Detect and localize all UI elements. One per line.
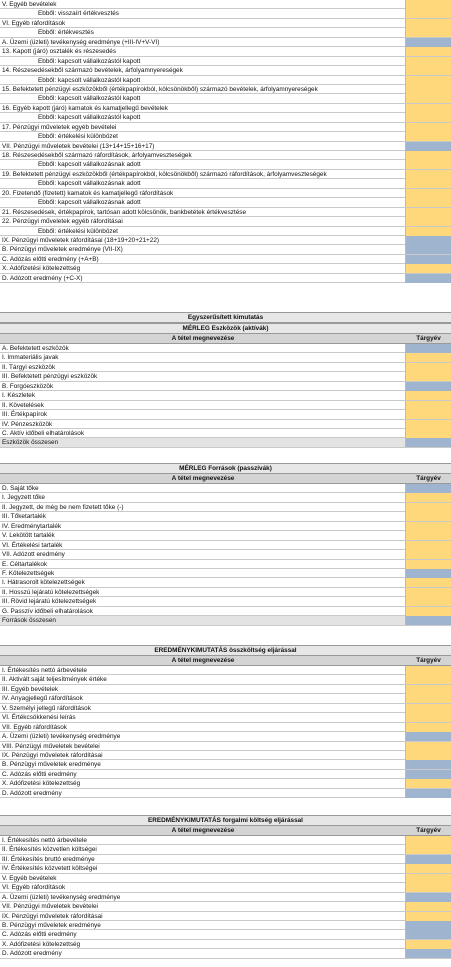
row-label: Ebből: kapcsolt vállalkozástól kapott	[38, 95, 141, 103]
value-input-cell[interactable]	[405, 883, 451, 892]
value-input-cell[interactable]	[405, 874, 451, 883]
value-computed-cell	[405, 255, 451, 264]
table-row	[0, 675, 451, 684]
value-input-cell[interactable]	[405, 66, 451, 75]
table-row	[0, 132, 451, 141]
table-row	[0, 264, 451, 273]
value-input-cell[interactable]	[405, 189, 451, 198]
table-row	[0, 113, 451, 122]
table-row	[0, 420, 451, 429]
table-row	[0, 245, 451, 254]
value-input-cell[interactable]	[405, 512, 451, 521]
table-row	[0, 410, 451, 419]
row-label: VII. Egyéb ráfordítások	[2, 723, 68, 731]
table-row	[0, 694, 451, 703]
row-label: Ebből: kapcsolt vállalkozásnak adott	[38, 180, 141, 188]
row-label: A. Üzemi (üzleti) tevékenység eredménye	[2, 733, 121, 741]
table-row	[0, 353, 451, 362]
table-row	[0, 484, 451, 493]
row-label: VI. Egyéb ráfordítások	[2, 884, 66, 892]
value-input-cell[interactable]	[405, 179, 451, 188]
value-input-cell[interactable]	[405, 531, 451, 540]
row-label: VIII. Pénzügyi műveletek bevételei	[2, 742, 100, 750]
table-row	[0, 66, 451, 75]
column-header-name: A tétel megnevezése	[171, 827, 235, 834]
value-input-cell[interactable]	[405, 264, 451, 273]
section-title: Egyszerűsített kimutatás	[0, 312, 451, 323]
value-input-cell[interactable]	[405, 493, 451, 502]
row-label: Források összesen	[2, 617, 56, 625]
table-row	[0, 588, 451, 597]
income-statement-continued	[0, 0, 451, 283]
balance-sheet-liabilities	[0, 463, 451, 626]
value-input-cell[interactable]	[405, 779, 451, 788]
value-computed-cell	[405, 921, 451, 930]
table-row	[0, 363, 451, 372]
column-header-year: Tárgyév	[416, 827, 441, 834]
value-input-cell[interactable]	[405, 94, 451, 103]
row-label: C. Adózás előtti eredmény	[2, 770, 77, 778]
row-label: Ebből: kapcsolt vállalkozásnak adott	[38, 161, 141, 169]
balance-sheet-assets	[0, 312, 451, 448]
table-row	[0, 855, 451, 864]
value-input-cell[interactable]	[405, 751, 451, 760]
value-input-cell[interactable]	[405, 47, 451, 56]
table-row	[0, 123, 451, 132]
column-header-row	[0, 334, 451, 344]
table-row	[0, 170, 451, 179]
row-label: B. Pénzügyi műveletek eredménye (VII-IX)	[2, 246, 123, 254]
table-row	[0, 227, 451, 236]
table-row	[0, 940, 451, 949]
table-row	[0, 94, 451, 103]
value-computed-cell	[405, 760, 451, 769]
table-row	[0, 685, 451, 694]
value-input-cell[interactable]	[405, 76, 451, 85]
table-row	[0, 723, 451, 732]
row-label: V. Egyéb bevételek	[2, 874, 57, 882]
row-label: IX. Pénzügyi műveletek ráfordításai	[2, 912, 103, 920]
row-label: IV. Anyagjellegű ráfordítások	[2, 695, 83, 703]
table-row	[0, 845, 451, 854]
table-row	[0, 493, 451, 502]
value-input-cell[interactable]	[405, 123, 451, 132]
column-header-year: Tárgyév	[416, 657, 441, 664]
value-input-cell[interactable]	[405, 503, 451, 512]
value-input-cell[interactable]	[405, 151, 451, 160]
value-computed-cell	[405, 789, 451, 798]
table-row	[0, 372, 451, 381]
value-input-cell[interactable]	[405, 217, 451, 226]
table-row	[0, 522, 451, 531]
column-header-year: Tárgyév	[416, 335, 441, 342]
row-label: B. Forgóeszközök	[2, 382, 54, 390]
table-row	[0, 930, 451, 939]
row-label: B. Pénzügyi műveletek eredménye	[2, 761, 101, 769]
table-row	[0, 902, 451, 911]
row-label: 21. Részesedések, értékpapírok, tartósan adott kölcsönök, bankbetétek értékvesztése	[2, 208, 247, 216]
value-computed-cell	[405, 949, 451, 958]
section-subtitle: MÉRLEG Eszközök (aktívák)	[0, 323, 451, 334]
value-input-cell[interactable]	[405, 28, 451, 37]
table-row	[0, 550, 451, 559]
row-label: VI. Értékcsökkenési leírás	[2, 714, 76, 722]
table-row	[0, 883, 451, 892]
table-row	[0, 503, 451, 512]
value-computed-cell	[405, 382, 451, 391]
row-label: II. Tárgyi eszközök	[2, 363, 56, 371]
table-row	[0, 597, 451, 606]
table-row	[0, 76, 451, 85]
income-statement-total-cost	[0, 645, 451, 798]
row-label: C. Adózás előtti eredmény	[2, 931, 77, 939]
value-input-cell[interactable]	[405, 19, 451, 28]
row-label: III. Befektetett pénzügyi eszközök	[2, 373, 98, 381]
value-input-cell[interactable]	[405, 940, 451, 949]
value-input-cell[interactable]	[405, 9, 451, 18]
row-label: 22. Pénzügyi műveletek egyéb ráfordításai	[2, 218, 123, 226]
value-input-cell[interactable]	[405, 391, 451, 400]
value-input-cell[interactable]	[405, 420, 451, 429]
table-row	[0, 142, 451, 151]
row-label: Ebből: értékelési különbözet	[38, 227, 118, 235]
table-row	[0, 179, 451, 188]
row-label: X. Adófizetési kötelezettség	[2, 265, 81, 273]
table-row	[0, 607, 451, 616]
value-computed-cell	[405, 274, 451, 283]
column-header-year: Tárgyév	[416, 475, 441, 482]
column-header-row	[0, 656, 451, 666]
table-row	[0, 742, 451, 751]
row-label: Ebből: kapcsolt vállalkozásnak adott	[38, 199, 141, 207]
value-input-cell[interactable]	[405, 902, 451, 911]
table-row	[0, 921, 451, 930]
row-label: VI. Egyéb ráfordítások	[2, 19, 66, 27]
row-label: Ebből: kapcsolt vállalkozástól kapott	[38, 114, 141, 122]
row-label: F. Kötelezettségek	[2, 569, 55, 577]
table-row	[0, 151, 451, 160]
row-label: I. Immateriális javak	[2, 354, 59, 362]
table-row	[0, 864, 451, 873]
row-label: III. Rövid lejáratú kötelezettségek	[2, 598, 97, 606]
row-label: I. Készletek	[2, 392, 36, 400]
column-header-name: A tétel megnevezése	[171, 335, 235, 342]
table-row	[0, 704, 451, 713]
row-label: I. Értékesítés nettó árbevétele	[2, 837, 87, 844]
value-input-cell[interactable]	[405, 578, 451, 587]
value-input-cell[interactable]	[405, 113, 451, 122]
column-header-name: A tétel megnevezése	[171, 475, 235, 482]
row-label: Ebből: kapcsolt vállalkozástól kapott	[38, 57, 141, 65]
value-input-cell[interactable]	[405, 170, 451, 179]
value-computed-cell	[405, 236, 451, 245]
table-row	[0, 0, 451, 9]
row-label: G. Passzív időbeli elhatárolások	[2, 607, 93, 615]
table-row	[0, 512, 451, 521]
value-computed-cell	[405, 344, 451, 353]
row-label: A. Befektetett eszközök	[2, 345, 69, 352]
value-computed-cell	[405, 855, 451, 864]
value-computed-cell	[405, 893, 451, 902]
value-input-cell[interactable]	[405, 372, 451, 381]
value-input-cell[interactable]	[405, 723, 451, 732]
row-label: C. Adózás előtti eredmény (+A+B)	[2, 255, 99, 263]
row-label: II. Hosszú lejáratú kötelezettségek	[2, 588, 100, 596]
column-header-name: A tétel megnevezése	[171, 657, 235, 664]
row-label: X. Adófizetési kötelezettség	[2, 780, 81, 788]
value-input-cell[interactable]	[405, 845, 451, 854]
table-row	[0, 531, 451, 540]
row-label: 15. Befektetett pénzügyi eszközökből (értékpapírokból, kölcsönökből) származó bevételek, árfolyamnyereségek	[2, 85, 318, 93]
row-label: A. Üzemi (üzleti) tevékenység eredménye	[2, 893, 121, 901]
value-input-cell[interactable]	[405, 597, 451, 606]
value-input-cell[interactable]	[405, 410, 451, 419]
row-label: II. Jegyzett, de még be nem fizetett tőke (-)	[2, 503, 124, 511]
row-label: V. Személyi jellegű ráfordítások	[2, 704, 91, 712]
row-label: III. Értékpapírok	[2, 411, 48, 419]
row-label: Ebből: értékvesztés	[38, 29, 94, 37]
table-row	[0, 751, 451, 760]
value-input-cell[interactable]	[405, 57, 451, 66]
row-label: Ebből: visszaírt értékvesztés	[38, 10, 119, 18]
row-label: 14. Részesedésekből származó bevételek, árfolyamnyereségek	[2, 67, 183, 75]
value-input-cell[interactable]	[405, 208, 451, 217]
table-row	[0, 255, 451, 264]
table-row	[0, 429, 451, 438]
row-label: 19. Befektetett pénzügyi eszközökből (értékpapírokból, kölcsönökből) származó ráfordítások, árfolyamveszteségek	[2, 170, 327, 178]
value-input-cell[interactable]	[405, 675, 451, 684]
row-label: I. Jegyzett tőke	[2, 494, 45, 502]
row-label: IV. Értékesítés közvetett költségei	[2, 865, 98, 873]
table-row	[0, 344, 451, 353]
value-input-cell[interactable]	[405, 694, 451, 703]
row-label: V. Lekötött tartalék	[2, 532, 55, 540]
section-title: EREDMÉNYKIMUTATÁS összköltség eljárással	[0, 645, 451, 656]
income-statement-cost-of-sales	[0, 815, 451, 959]
table-row	[0, 569, 451, 578]
table-row	[0, 391, 451, 400]
value-computed-cell	[405, 484, 451, 493]
table-row	[0, 770, 451, 779]
table-row	[0, 732, 451, 741]
value-computed-cell	[405, 569, 451, 578]
table-row	[0, 438, 451, 447]
column-header-row	[0, 826, 451, 836]
value-computed-cell	[405, 616, 451, 625]
table-row	[0, 19, 451, 28]
section-title: EREDMÉNYKIMUTATÁS forgalmi költség eljárással	[0, 815, 451, 826]
section-title: MÉRLEG Források (passzívák)	[0, 463, 451, 474]
value-input-cell[interactable]	[405, 104, 451, 113]
table-row	[0, 208, 451, 217]
row-label: D. Saját tőke	[2, 485, 39, 492]
row-label: III. Értékesítés bruttó eredménye	[2, 855, 95, 863]
value-computed-cell	[405, 245, 451, 254]
row-label: C. Aktív időbeli elhatárolások	[2, 429, 85, 437]
table-row	[0, 616, 451, 625]
row-label: VII. Pénzügyi műveletek bevételei (13+14+15+16+17)	[2, 142, 155, 150]
row-label: D. Adózott eredmény	[2, 950, 62, 958]
row-label: IX. Pénzügyi műveletek ráfordításai (18+19+20+21+22)	[2, 236, 160, 244]
value-input-cell[interactable]	[405, 353, 451, 362]
row-label: I. Értékesítés nettó árbevétele	[2, 667, 87, 674]
value-input-cell[interactable]	[405, 132, 451, 141]
row-label: 17. Pénzügyi műveletek egyéb bevételei	[2, 123, 117, 131]
table-row	[0, 274, 451, 283]
table-row	[0, 560, 451, 569]
value-input-cell[interactable]	[405, 198, 451, 207]
table-row	[0, 578, 451, 587]
table-row	[0, 836, 451, 845]
row-label: 20. Fizetendő (fizetett) kamatok és kamatjellegű ráfordítások	[2, 189, 174, 197]
table-row	[0, 47, 451, 56]
value-input-cell[interactable]	[405, 704, 451, 713]
row-label: II. Értékesítés közvetlen költségei	[2, 846, 97, 854]
row-label: D. Adózott eredmény	[2, 789, 62, 797]
row-label: I. Hátrasorolt kötelezettségek	[2, 579, 85, 587]
value-computed-cell	[405, 930, 451, 939]
row-label: III. Tőketartalék	[2, 513, 46, 521]
value-input-cell[interactable]	[405, 0, 451, 9]
row-label: Ebből: értékelési különbözet	[38, 133, 118, 141]
row-label: Eszközök összesen	[2, 439, 59, 447]
value-input-cell[interactable]	[405, 713, 451, 722]
row-label: IV. Eredménytartalék	[2, 522, 62, 530]
table-row	[0, 789, 451, 798]
value-input-cell[interactable]	[405, 864, 451, 873]
table-row	[0, 382, 451, 391]
row-label: II. Aktivált saját teljesítmények értéke	[2, 676, 107, 684]
row-label: VI. Értékelési tartalék	[2, 541, 63, 549]
table-row	[0, 236, 451, 245]
row-label: 16. Egyéb kapott (járó) kamatok és kamatjellegű bevételek	[2, 104, 168, 112]
value-computed-cell	[405, 732, 451, 741]
row-label: Ebből: kapcsolt vállalkozástól kapott	[38, 76, 141, 84]
value-input-cell[interactable]	[405, 522, 451, 531]
table-row	[0, 666, 451, 675]
value-input-cell[interactable]	[405, 742, 451, 751]
row-label: X. Adófizetési kötelezettség	[2, 940, 81, 948]
row-label: 18. Részesedésekből származó ráfordítások, árfolyamveszteségek	[2, 152, 192, 159]
table-row	[0, 541, 451, 550]
row-label: IV. Pénzeszközök	[2, 420, 53, 428]
value-input-cell[interactable]	[405, 666, 451, 675]
table-row	[0, 198, 451, 207]
value-input-cell[interactable]	[405, 401, 451, 410]
value-computed-cell	[405, 770, 451, 779]
value-input-cell[interactable]	[405, 560, 451, 569]
value-input-cell[interactable]	[405, 227, 451, 236]
table-row	[0, 713, 451, 722]
value-computed-cell	[405, 438, 451, 447]
table-row	[0, 38, 451, 47]
table-row	[0, 949, 451, 958]
row-label: II. Követelések	[2, 401, 44, 409]
value-input-cell[interactable]	[405, 160, 451, 169]
row-label: IX. Pénzügyi műveletek ráfordításai	[2, 751, 103, 759]
value-computed-cell	[405, 38, 451, 47]
table-row	[0, 893, 451, 902]
value-input-cell[interactable]	[405, 607, 451, 616]
row-label: V. Egyéb bevételek	[2, 1, 57, 8]
value-input-cell[interactable]	[405, 541, 451, 550]
value-input-cell[interactable]	[405, 429, 451, 438]
table-row	[0, 217, 451, 226]
table-row	[0, 401, 451, 410]
value-input-cell[interactable]	[405, 685, 451, 694]
table-row	[0, 189, 451, 198]
value-input-cell[interactable]	[405, 588, 451, 597]
table-row	[0, 874, 451, 883]
table-row	[0, 912, 451, 921]
row-label: VII. Adózott eredmény	[2, 551, 65, 559]
row-label: A. Üzemi (üzleti) tevékenység eredménye (+III-IV+V-VI)	[2, 38, 160, 46]
table-row	[0, 160, 451, 169]
row-label: D. Adózott eredmény (+C-X)	[2, 274, 83, 282]
value-input-cell[interactable]	[405, 912, 451, 921]
value-input-cell[interactable]	[405, 363, 451, 372]
table-row	[0, 57, 451, 66]
table-row	[0, 104, 451, 113]
table-row	[0, 9, 451, 18]
row-label: VII. Pénzügyi műveletek bevételei	[2, 903, 98, 911]
value-computed-cell	[405, 142, 451, 151]
value-input-cell[interactable]	[405, 85, 451, 94]
column-header-row	[0, 474, 451, 484]
row-label: III. Egyéb bevételek	[2, 685, 59, 693]
table-row	[0, 779, 451, 788]
row-label: B. Pénzügyi műveletek eredménye	[2, 921, 101, 929]
table-row	[0, 85, 451, 94]
table-row	[0, 28, 451, 37]
value-input-cell[interactable]	[405, 550, 451, 559]
value-input-cell[interactable]	[405, 836, 451, 845]
table-row	[0, 760, 451, 769]
row-label: E. Céltartalékok	[2, 560, 48, 568]
row-label: 13. Kapott (járó) osztalék és részesedés	[2, 48, 117, 56]
